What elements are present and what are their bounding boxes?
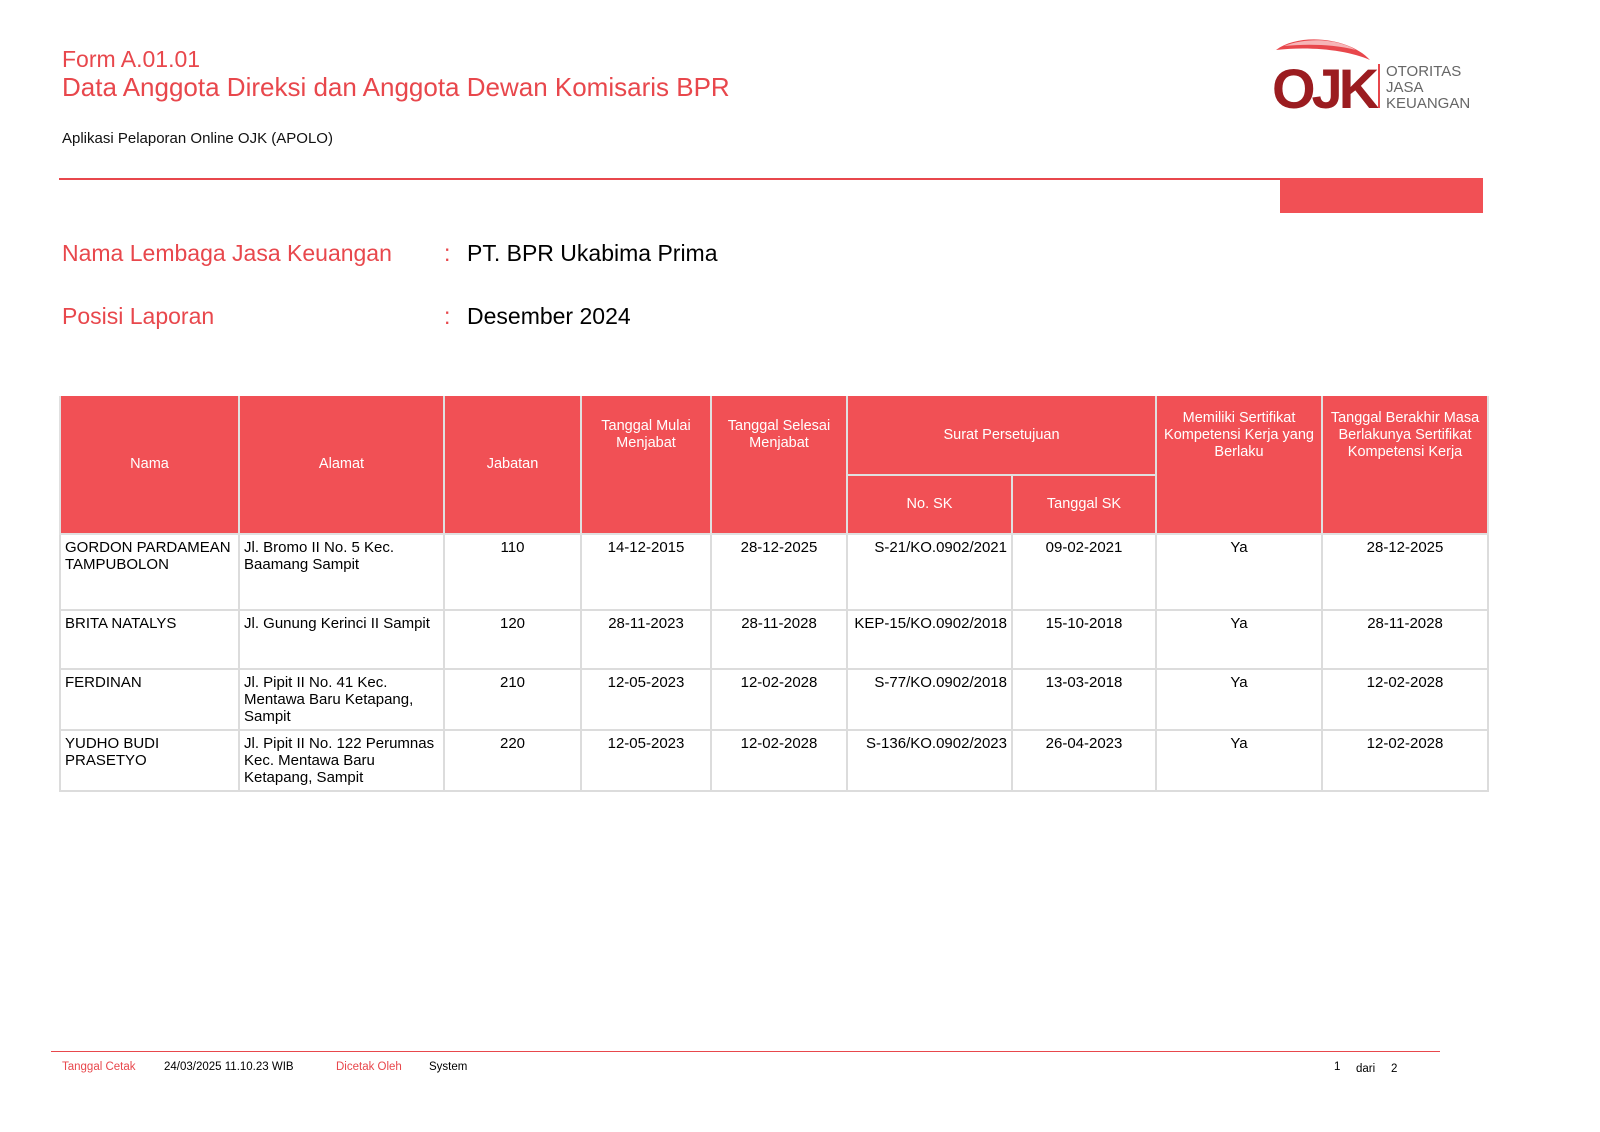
cell-alamat: Jl. Pipit II No. 41 Kec. Mentawa Baru Ketapang, Sampit	[239, 669, 444, 730]
cell-alamat: Jl. Gunung Kerinci II Sampit	[239, 610, 444, 669]
cell-tgl-sk: 15-10-2018	[1012, 610, 1156, 669]
cell-sertifikat: Ya	[1156, 610, 1322, 669]
cell-sertifikat: Ya	[1156, 534, 1322, 610]
cell-tgl-sk: 09-02-2021	[1012, 534, 1156, 610]
page-current: 1	[1334, 1061, 1341, 1073]
cell-tgl-mulai: 12-05-2023	[581, 669, 711, 730]
cell-jabatan: 110	[444, 534, 581, 610]
data-table	[59, 396, 1489, 792]
cell-tgl-berakhir: 28-12-2025	[1322, 534, 1488, 610]
col-header-sertifikat: Memiliki Sertifikat Kompetensi Kerja yang Berlaku	[1156, 396, 1322, 534]
col-header-nama: Nama	[60, 396, 239, 534]
col-header-tgl-sk: Tanggal SK	[1012, 475, 1156, 534]
cell-tgl-sk: 26-04-2023	[1012, 730, 1156, 791]
period-value: Desember 2024	[467, 303, 631, 329]
col-header-surat: Surat Persetujuan	[847, 396, 1156, 475]
cell-nama: BRITA NATALYS	[60, 610, 239, 669]
cell-tgl-sk: 13-03-2018	[1012, 669, 1156, 730]
cell-no-sk: S-21/KO.0902/2021	[847, 534, 1012, 610]
cell-tgl-selesai: 28-12-2025	[711, 534, 847, 610]
cell-tgl-mulai: 28-11-2023	[581, 610, 711, 669]
cell-no-sk: S-77/KO.0902/2018	[847, 669, 1012, 730]
form-code: Form A.01.01	[62, 46, 201, 72]
institution-value: PT. BPR Ukabima Prima	[467, 240, 718, 266]
table-row	[60, 669, 1488, 730]
cell-sertifikat: Ya	[1156, 669, 1322, 730]
cell-sertifikat: Ya	[1156, 730, 1322, 791]
table-row	[60, 610, 1488, 669]
institution-separator: :	[444, 240, 451, 266]
cell-tgl-mulai: 12-05-2023	[581, 730, 711, 791]
print-date-value: 24/03/2025 11.10.23 WIB	[164, 1061, 294, 1073]
col-header-alamat: Alamat	[239, 396, 444, 534]
cell-tgl-selesai: 12-02-2028	[711, 730, 847, 791]
cell-tgl-selesai: 28-11-2028	[711, 610, 847, 669]
page-of-label: dari	[1356, 1063, 1376, 1075]
logo-line-3: KEUANGAN	[1386, 95, 1471, 112]
logo-mark-text: OJK	[1272, 57, 1376, 116]
page-title: Data Anggota Direksi dan Anggota Dewan Komisaris BPR	[62, 72, 730, 102]
cell-tgl-berakhir: 28-11-2028	[1322, 610, 1488, 669]
header-accent-block	[1280, 178, 1483, 213]
cell-jabatan: 120	[444, 610, 581, 669]
table-row	[60, 534, 1488, 610]
cell-alamat: Jl. Bromo II No. 5 Kec. Baamang Sampit	[239, 534, 444, 610]
col-header-tgl-mulai: Tanggal Mulai Menjabat	[581, 396, 711, 534]
logo-line-2: JASA	[1386, 79, 1424, 96]
print-date-label: Tanggal Cetak	[62, 1061, 136, 1073]
cell-nama: YUDHO BUDI PRASETYO	[60, 730, 239, 791]
ojk-logo-mark	[1270, 36, 1490, 116]
ojk-logo	[1270, 36, 1490, 116]
col-header-tgl-berakhir: Tanggal Berakhir Masa Berlakunya Sertifikat Kompetensi Kerja	[1322, 396, 1488, 534]
logo-line-1: OTORITAS	[1386, 63, 1462, 80]
cell-alamat: Jl. Pipit II No. 122 Perumnas Kec. Mentawa Baru Ketapang, Sampit	[239, 730, 444, 791]
cell-no-sk: KEP-15/KO.0902/2018	[847, 610, 1012, 669]
period-separator: :	[444, 303, 451, 329]
cell-nama: FERDINAN	[60, 669, 239, 730]
printed-by-label: Dicetak Oleh	[336, 1061, 402, 1073]
page-total: 2	[1391, 1063, 1398, 1075]
app-name: Aplikasi Pelaporan Online OJK (APOLO)	[62, 130, 333, 147]
col-header-no-sk: No. SK	[847, 475, 1012, 534]
cell-tgl-berakhir: 12-02-2028	[1322, 730, 1488, 791]
cell-tgl-mulai: 14-12-2015	[581, 534, 711, 610]
period-label: Posisi Laporan	[62, 303, 215, 329]
header-divider	[59, 178, 1291, 180]
cell-jabatan: 210	[444, 669, 581, 730]
cell-nama: GORDON PARDAMEAN TAMPUBOLON	[60, 534, 239, 610]
cell-jabatan: 220	[444, 730, 581, 791]
table-row	[60, 730, 1488, 791]
col-header-tgl-selesai: Tanggal Selesai Menjabat	[711, 396, 847, 534]
cell-no-sk: S-136/KO.0902/2023	[847, 730, 1012, 791]
cell-tgl-berakhir: 12-02-2028	[1322, 669, 1488, 730]
printed-by-value: System	[429, 1061, 468, 1073]
institution-label: Nama Lembaga Jasa Keuangan	[62, 240, 392, 266]
col-header-jabatan: Jabatan	[444, 396, 581, 534]
cell-tgl-selesai: 12-02-2028	[711, 669, 847, 730]
footer-divider	[51, 1051, 1440, 1052]
